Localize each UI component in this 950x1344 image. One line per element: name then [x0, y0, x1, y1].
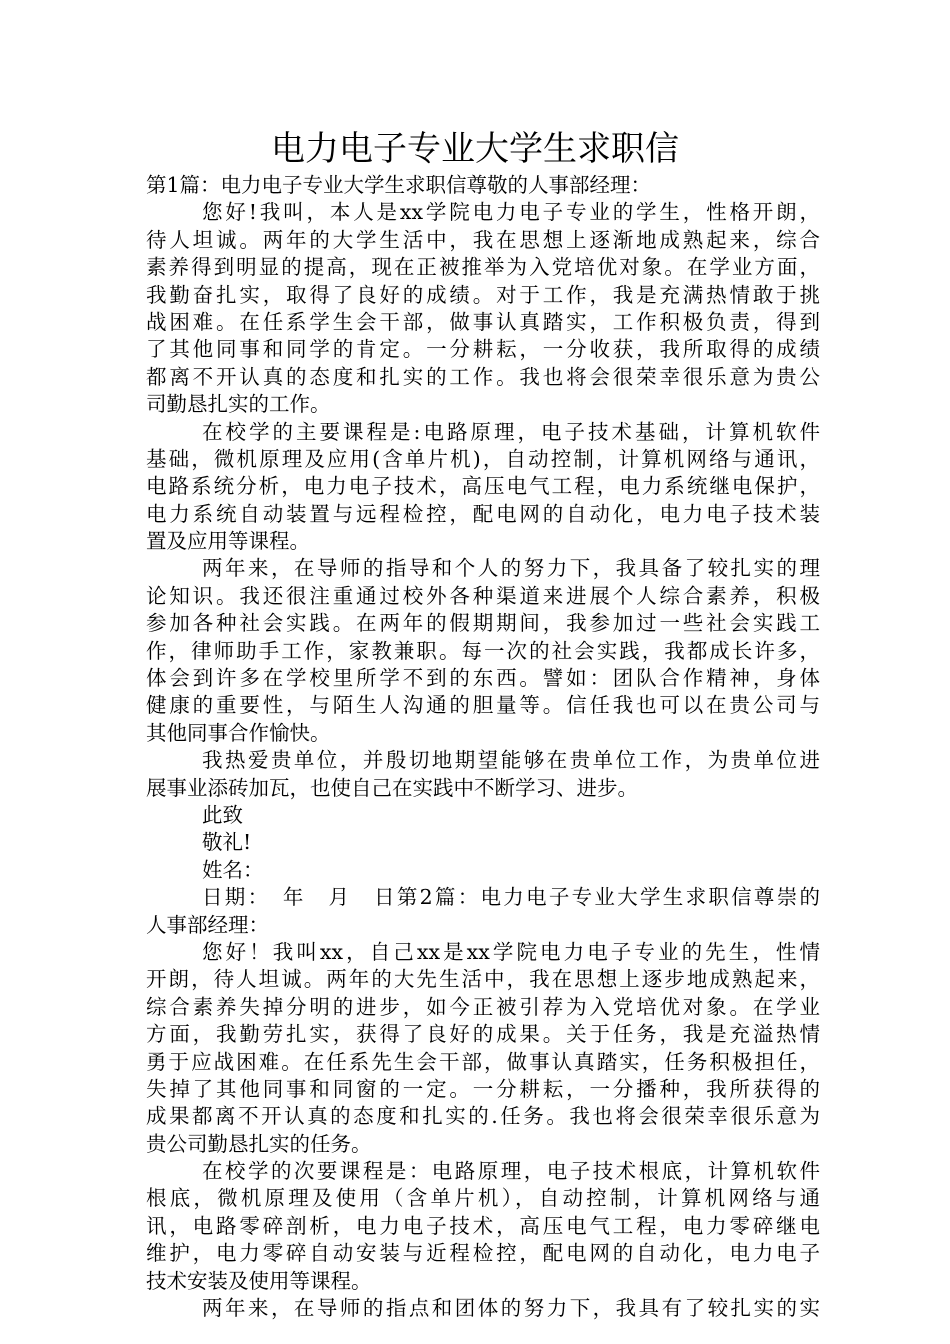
text-line: 都离不开认真的态度和扎实的工作。我也将会很荣幸很乐意为贵公 [146, 364, 820, 389]
text-line: 在校学的主要课程是:电路原理，电子技术基础，计算机软件 [202, 419, 820, 444]
text-line: 成果都离不开认真的态度和扎实的.任务。我也将会很荣幸很乐意为 [146, 1104, 820, 1129]
text-line: 失掉了其他同事和同窗的一定。一分耕耘，一分播种，我所获得的 [146, 1076, 820, 1101]
text-line: 其他同事合作愉快。 [146, 720, 331, 745]
text-line: 两年来，在导师的指点和团体的努力下，我具有了较扎实的实 [202, 1296, 820, 1321]
text-line: 素养得到明显的提高，现在正被推举为入党培优对象。在学业方面， [146, 255, 820, 280]
text-line: 您好!我叫，本人是xx学院电力电子专业的学生，性格开朗， [202, 200, 820, 225]
text-line: 置及应用等课程。 [146, 529, 310, 554]
text-line: 论知识。我还很注重通过校外各种渠道来进展个人综合素养，积极 [146, 583, 820, 608]
text-line: 人事部经理： [146, 912, 269, 937]
signature-name-line: 姓名： [202, 857, 264, 882]
document-title: 电力电子专业大学生求职信 [271, 129, 679, 169]
text-line: 司勤恳扎实的工作。 [146, 392, 331, 417]
text-line: 我热爱贵单位，并殷切地期望能够在贵单位工作，为贵单位进 [202, 748, 820, 773]
text-line: 展事业添砖加瓦，也使自己在实践中不断学习、进步。 [146, 775, 638, 800]
text-line: 综合素养失掉分明的进步，如今正被引荐为入党培优对象。在学业 [146, 994, 820, 1019]
closing-line: 敬礼! [202, 830, 252, 855]
text-line: 体会到许多在学校里所学不到的东西。譬如：团队合作精神，身体 [146, 666, 820, 691]
text-line: 基础，微机原理及应用(含单片机)，自动控制，计算机网络与通讯， [146, 446, 820, 471]
text-line: 讯，电路零碎剖析，电力电子技术，高压电气工程，电力零碎继电 [146, 1213, 820, 1238]
text-line: 参加各种社会实践。在两年的假期期间，我参加过一些社会实践工 [146, 611, 820, 636]
text-line: 了其他同事和同学的肯定。一分耕耘，一分收获，我所取得的成绩 [146, 337, 820, 362]
text-line: 勇于应战困难。在任系先生会干部，做事认真踏实，任务积极担任， [146, 1049, 820, 1074]
text-line: 电路系统分析，电力电子技术，高压电气工程，电力系统继电保护， [146, 474, 820, 499]
text-line: 您好！我叫xx，自己xx是xx学院电力电子专业的先生，性情 [202, 939, 820, 964]
text-line: 在校学的次要课程是：电路原理，电子技术根底，计算机软件 [202, 1159, 820, 1184]
text-line: 健康的重要性，与陌生人沟通的胆量等。信任我也可以在贵公司与 [146, 693, 820, 718]
text-line: 两年来，在导师的指导和个人的努力下，我具备了较扎实的理 [202, 556, 820, 581]
text-line: 作，律师助手工作，家教兼职。每一次的社会实践，我都成长许多， [146, 638, 820, 663]
text-line: 我勤奋扎实，取得了良好的成绩。对于工作，我是充满热情敢于挑 [146, 282, 820, 307]
text-line: 方面，我勤劳扎实，获得了良好的成果。关于任务，我是充溢热情 [146, 1022, 820, 1047]
text-line: 开朗，待人坦诚。两年的大先生活中，我在思想上逐步地成熟起来， [146, 967, 820, 992]
text-line: 电力系统自动装置与远程检控，配电网的自动化，电力电子技术装 [146, 501, 820, 526]
text-line: 待人坦诚。两年的大学生活中，我在思想上逐渐地成熟起来，综合 [146, 227, 820, 252]
text-line: 战困难。在任系学生会干部，做事认真踏实，工作积极负责，得到 [146, 309, 820, 334]
document-body [146, 172, 820, 1322]
text-line: 技术安装及使用等课程。 [146, 1268, 372, 1293]
text-line: 维护，电力零碎自动安装与近程检控，配电网的自动化，电力电子 [146, 1241, 820, 1266]
closing-line: 此致 [202, 802, 243, 827]
date-line: 日期： 年 月 日第2篇：电力电子专业大学生求职信尊崇的 [202, 885, 820, 910]
text-line: 第1篇：电力电子专业大学生求职信尊敬的人事部经理： [146, 173, 652, 197]
text-line: 贵公司勤恳扎实的任务。 [146, 1131, 372, 1156]
text-line: 根底，微机原理及使用（含单片机），自动控制，计算机网络与通 [146, 1186, 820, 1211]
